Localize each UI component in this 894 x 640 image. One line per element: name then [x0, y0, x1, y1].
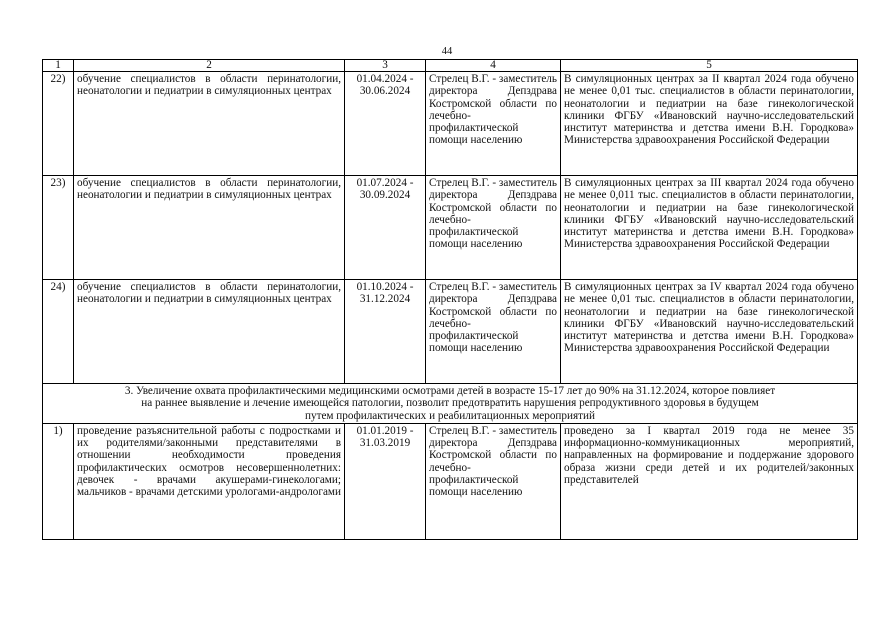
date-start: 01.10.2024 -: [356, 281, 414, 293]
column-header: 2: [74, 60, 345, 72]
column-header: 1: [43, 60, 74, 72]
table-row: [43, 72, 858, 176]
responsible-cell: Стрелец В.Г. - заместитель директора Депздрава Костромской области по лечебно-профилактической помощи населению: [426, 423, 561, 539]
task-cell: обучение специалистов в области перинатологии, неонатологии и педиатрии в симуляционных центрах: [74, 72, 345, 176]
section-line: путем профилактических и реабилитационных мероприятий: [304, 409, 596, 422]
date-end: 31.12.2024: [359, 293, 411, 306]
dates-cell: [345, 176, 426, 280]
column-header: 5: [561, 60, 858, 72]
dates-cell: [345, 423, 426, 539]
date-end: 30.06.2024: [359, 85, 411, 98]
dates-cell: [345, 280, 426, 384]
date-start: 01.01.2019 -: [356, 424, 414, 437]
table-row: [43, 423, 858, 539]
responsible-cell: Стрелец В.Г. - заместитель директора Депздрава Костромской области по лечебно-профилактической помощи населению: [426, 280, 561, 384]
result-cell: проведено за I квартал 2019 года не менее 35 информационно-коммуникационных мероприятий, направленных на формирование и поддержание здорового образа жизни среди детей и их родителей/законных представителей: [561, 423, 858, 539]
page-number: 44: [441, 46, 453, 57]
task-cell: проведение разъяснительной работы с подростками и их родителями/законными представителями в отношении необходимости проведения профилактических осмотров несовершеннолетних: девочек - врачами акушерами-гинекологами; мальчиков - врачами детскими урологами-андрологами: [74, 423, 345, 539]
section-line: 3. Увеличение охвата профилактическими медицинскими осмотрами детей в возрасте 15-17 лет до 90% на 31.12.2024, которое повлияет: [124, 385, 776, 397]
row-number: 24): [43, 280, 74, 384]
row-number: 22): [43, 72, 74, 176]
row-number: 1): [43, 423, 74, 539]
section-line: на раннее выявление и лечение имеющейся патологии, позволит предотвратить нарушения репродуктивного здоровья в будущем: [141, 397, 759, 410]
task-cell: обучение специалистов в области перинатологии, неонатологии и педиатрии в симуляционных центрах: [74, 280, 345, 384]
column-header: 4: [426, 60, 561, 72]
result-cell: В симуляционных центрах за III квартал 2024 года обучено не менее 0,011 тыс. специалистов в области перинатологии, неонатологии и педиатрии на базе гинекологической клиники ФГБУ «Ивановский научно-исследовательский институт материнства и детства имени В.Н. Городкова» Министерства здравоохранения Российской Федерации: [561, 176, 858, 280]
responsible-cell: Стрелец В.Г. - заместитель директора Депздрава Костромской области по лечебно-профилактической помощи населению: [426, 176, 561, 280]
date-end: 30.09.2024: [359, 189, 411, 202]
table-row: [43, 280, 858, 384]
column-header: 3: [345, 60, 426, 72]
row-number: 23): [43, 176, 74, 280]
table-row: [43, 176, 858, 280]
date-start: 01.07.2024 -: [356, 177, 414, 189]
task-cell: обучение специалистов в области перинатологии, неонатологии и педиатрии в симуляционных центрах: [74, 176, 345, 280]
column-number-row: [43, 60, 858, 72]
plan-table: [42, 59, 858, 540]
dates-cell: [345, 72, 426, 176]
responsible-cell: Стрелец В.Г. - заместитель директора Депздрава Костромской области по лечебно-профилактической помощи населению: [426, 72, 561, 176]
date-start: 01.04.2024 -: [356, 73, 414, 85]
result-cell: В симуляционных центрах за II квартал 2024 года обучено не менее 0,01 тыс. специалистов в области перинатологии, неонатологии и педиатрии на базе гинекологической клиники ФГБУ «Ивановский научно-исследовательский институт материнства и детства имени В.Н. Городкова» Министерства здравоохранения Российской Федерации: [561, 72, 858, 176]
date-end: 31.03.2019: [359, 437, 411, 450]
section-heading: [43, 384, 858, 424]
result-cell: В симуляционных центрах за IV квартал 2024 года обучено не менее 0,01 тыс. специалистов в области перинатологии, неонатологии и педиатрии на базе гинекологической клиники ФГБУ «Ивановский научно-исследовательский институт материнства и детства имени В.Н. Городкова» Министерства здравоохранения Российской Федерации: [561, 280, 858, 384]
section-heading-row: [43, 384, 858, 424]
